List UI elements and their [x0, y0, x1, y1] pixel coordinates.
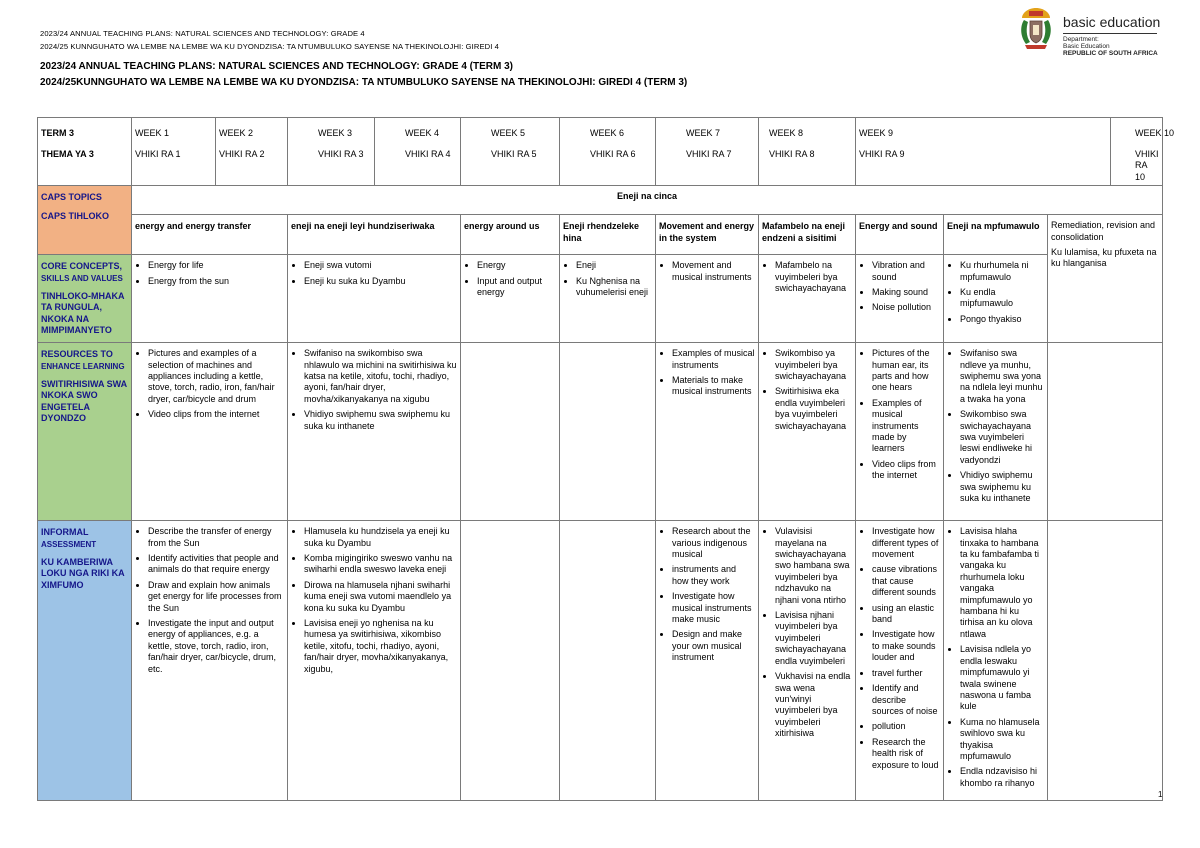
list-item: • Draw and explain how animals get energy for life processes from the Sun: [148, 580, 284, 614]
list-item: • Vhidiyo swiphemu swa swiphemu ku suka ku inthanete: [304, 409, 457, 432]
week-label: WEEK 10: [1135, 128, 1175, 138]
bullet-list: [859, 260, 940, 314]
subtopic-w12: energy and energy transfer: [132, 215, 288, 255]
list-item: • Noise pollution: [872, 302, 940, 313]
subtopics-row: [38, 215, 1163, 255]
list-item: • Making sound: [872, 287, 940, 298]
list-item: • Swifaniso swa ndleve ya munhu, swiphemu swa yona na ndlela leyi munhu a twaka ha yona: [960, 348, 1044, 405]
core-row: [38, 255, 1163, 343]
core-w34: [288, 255, 461, 343]
list-item: • Movement and musical instruments: [672, 260, 755, 283]
row-label: CAPS TOPICS: [41, 192, 102, 203]
informal-assessment-label: [38, 521, 132, 801]
resources-w12: [132, 343, 288, 521]
list-item: • Energy: [477, 260, 556, 271]
row-label: INFORMAL: [41, 527, 89, 538]
week-label: WEEK 8: [769, 128, 804, 138]
list-item: • Lavisisa eneji yo nghenisa na ku humesa ya switirhisiwa, xikombiso ketile, xitofu, tochi, rhadiyo, ayoni, fan/hair dryer, movha/xikanyakanya, xigubu,: [304, 618, 457, 675]
week-9-cell: [856, 118, 1111, 186]
week-label-ts: VHIKI RA 6: [590, 149, 636, 159]
informal-row: [38, 521, 1163, 801]
list-item: • Pictures and examples of a selection of machines and appliances including a kettle, stove, torch, radio, iron, fan/hair dryer, car/bicycle and drum: [148, 348, 284, 405]
week-label: WEEK 4: [405, 128, 440, 138]
list-item: • Eneji ku suka ku Dyambu: [304, 276, 457, 287]
list-item: • Switirhisiwa eka endla vuyimbeleri bya vuyimbeleri swichayachayana: [775, 386, 852, 432]
list-item: • Lavisisa hlaha tinxaka to hambana ta ku fambafamba ti vangaka ku rhurhumela loku vangaka mimpfumawulo yo hambana hi ku tirhisa an ku olova ntlawa: [960, 526, 1044, 640]
informal-w8: [759, 521, 856, 801]
list-item: • Vukhavisi na endla swa wena vun'winyi vuyimbeleri bya vuyimbeleri xitirhisiwa: [775, 671, 852, 739]
weeks-row: [38, 118, 1163, 186]
list-item: • Examples of musical instruments: [672, 348, 755, 371]
bullet-list: [659, 348, 755, 398]
week-label: WEEK 1: [135, 128, 170, 138]
list-item: • Eneji swa vutomi: [304, 260, 457, 271]
row-label-2: SKILLS AND VALUES: [41, 273, 123, 283]
list-item: • Energy for life: [148, 260, 284, 271]
list-item: • Research about the various indigenous musical: [672, 526, 755, 560]
resources-w6: [560, 343, 656, 521]
week-label-ts: VHIKI RA 1: [135, 149, 181, 159]
list-item: • Swifaniso na swikombiso swa nhlawulo wa michini na switirhisiwa ku katsa na ketile, xitofu, tochi, rhadiyo, ayoni, fan/hair dryer, movha/xikanyakanya na xigubu: [304, 348, 457, 405]
header-small-2: 2024/25 KUNNGUHATO WA LEMBE NA LEMBE WA KU DYONDZISA: TA NTUMBULUKO SAYENSE NA THEKINOLOJHI: GIREDI 4: [40, 42, 499, 51]
bullet-list: [762, 260, 852, 294]
bullet-list: [464, 260, 556, 298]
core-w9b: [944, 255, 1048, 343]
informal-w12: [132, 521, 288, 801]
week-3-cell: [288, 118, 375, 186]
bullet-list: [947, 260, 1044, 325]
list-item: • Energy from the sun: [148, 276, 284, 287]
week-1-cell: [132, 118, 216, 186]
list-item: • Vibration and sound: [872, 260, 940, 283]
list-item: • Identify activities that people and animals do that require energy: [148, 553, 284, 576]
week-10-cell: [1111, 118, 1175, 186]
resources-row: [38, 343, 1163, 521]
list-item: • Investigate the input and output energy of appliances, e.g. a kettle, stove, torch, radio, iron, fan/hair dryer, car/bicycle, drum, etc.: [148, 618, 284, 675]
bullet-list: [859, 526, 940, 771]
caps-topics-label: [38, 186, 132, 255]
remediation-cell: [1048, 215, 1163, 343]
list-item: • Vulavisisi mayelana na swichayachayana swo hambana swa vuyimbeleri bya ndzhavuko na njhani vona ntirho: [775, 526, 852, 606]
row-label-ts: TINHLOKO-MHAKA TA RUNGULA, NKOKA NA MIMPIMANYETO: [41, 291, 125, 336]
list-item: • Dirowa na hlamusela njhani swiharhi kuma eneji swa vutomi maendlelo ya kona ku suka ku Dyambu: [304, 580, 457, 614]
bullet-list: [947, 526, 1044, 789]
list-item: • pollution: [872, 721, 940, 732]
week-6-cell: [560, 118, 656, 186]
list-item: • Hlamusela ku hundzisela ya eneji ku suka ku Dyambu: [304, 526, 457, 549]
topic-title-row: [38, 186, 1163, 215]
list-item: • Investigate how different types of movement: [872, 526, 940, 560]
bullet-list: [291, 260, 457, 287]
week-label-ts: VHIKI RA 2: [219, 149, 265, 159]
resources-w34: [288, 343, 461, 521]
informal-w6: [560, 521, 656, 801]
list-item: • Lavisisa ndlela yo endla leswaku mimpfumawulo yi twala swinene naswona u famba kule: [960, 644, 1044, 712]
list-item: • Komba migingiriko sweswo vanhu na swiharhi endla sweswo laveka eneji: [304, 553, 457, 576]
row-label-ts: SWITIRHISIWA SWA NKOKA SWO ENGETELA DYONDZO: [41, 379, 127, 424]
bullet-list: [135, 348, 284, 420]
list-item: • Mafambelo na vuyimbeleri bya swichayachayana: [775, 260, 852, 294]
week-8-cell: [759, 118, 856, 186]
list-item: • Pictures of the human ear, its parts and how one hears: [872, 348, 940, 394]
resources-w9b: [944, 343, 1048, 521]
page-title-ts: 2024/25KUNNGUHATO WA LEMBE NA LEMBE WA KU DYONDZISA: TA NTUMBULUKO SAYENSE NA THEKINOLOJHI: GIREDI 4 (TERM 3): [40, 77, 688, 88]
week-label-ts: VHIKI RA 4: [405, 149, 451, 159]
list-item: • Ku endla mipfumawulo: [960, 287, 1044, 310]
list-item: • Examples of musical instruments made by learners: [872, 398, 940, 455]
list-item: • travel further: [872, 668, 940, 679]
list-item: • Lavisisa njhani vuyimbeleri bya vuyimbeleri swichayachayana endla vuyimbeleri: [775, 610, 852, 667]
bullet-list: [135, 526, 284, 675]
subtopic-w9: Energy and sound: [856, 215, 944, 255]
logo-line-3: REPUBLIC OF SOUTH AFRICA: [1063, 50, 1158, 57]
bullet-list: [659, 526, 755, 663]
list-item: • cause vibrations that cause different sounds: [872, 564, 940, 598]
row-label-ts: KU KAMBERIWA LOKU NGA RIKI KA XIMFUMO: [41, 557, 125, 590]
topic-title: Eneji na cinca: [132, 186, 1163, 215]
resources-label: [38, 343, 132, 521]
subtopic-w5: energy around us: [461, 215, 560, 255]
row-label-ts: CAPS TIHLOKO: [41, 210, 110, 221]
core-w12: [132, 255, 288, 343]
resources-w7: [656, 343, 759, 521]
resources-w8: [759, 343, 856, 521]
coat-of-arms-icon: [1016, 6, 1056, 52]
week-2-cell: [216, 118, 288, 186]
list-item: • Video clips from the internet: [148, 409, 284, 420]
resources-w10-11: [1048, 343, 1163, 521]
remediation-ts: Ku lulamisa, ku pfuxeta na ku hlanganisa: [1051, 247, 1157, 269]
list-item: • Materials to make musical instruments: [672, 375, 755, 398]
week-label-ts: VHIKI RA 7: [686, 149, 732, 159]
week-label-ts: VHIKI RA 3: [318, 149, 364, 159]
bullet-list: [563, 260, 652, 298]
week-4-cell: [375, 118, 461, 186]
list-item: • Kuma no hlamusela swihlovo swa ku thyakisa mpfumawulo: [960, 717, 1044, 763]
week-label-ts: VHIKI RA 5: [491, 149, 537, 159]
subtopic-w34: eneji na eneji leyi hundziseriwaka: [288, 215, 461, 255]
list-item: • Identify and describe sources of noise: [872, 683, 940, 717]
informal-w9: [856, 521, 944, 801]
bullet-list: [291, 348, 457, 432]
list-item: • Input and output energy: [477, 276, 556, 299]
term-label: TERM 3: [41, 128, 75, 138]
list-item: • Eneji: [576, 260, 652, 271]
list-item: • Describe the transfer of energy from the Sun: [148, 526, 284, 549]
week-label: WEEK 9: [859, 128, 894, 138]
week-label: WEEK 6: [590, 128, 625, 138]
week-label: WEEK 5: [491, 128, 526, 138]
list-item: • Ku rhurhumela ni mpfumawulo: [960, 260, 1044, 283]
logo-divider: [1063, 33, 1157, 34]
bullet-list: [859, 348, 940, 481]
logo-line-1: Department:: [1063, 36, 1099, 43]
list-item: • Design and make your own musical instrument: [672, 629, 755, 663]
list-item: • instruments and how they work: [672, 564, 755, 587]
informal-w5: [461, 521, 560, 801]
list-item: • Research the health risk of exposure to loud: [872, 737, 940, 771]
list-item: • Pongo thyakiso: [960, 314, 1044, 325]
resources-w5: [461, 343, 560, 521]
informal-w7: [656, 521, 759, 801]
resources-w9: [856, 343, 944, 521]
informal-w9b: [944, 521, 1048, 801]
bullet-list: [947, 348, 1044, 504]
department-logo: [1016, 6, 1166, 56]
bullet-list: [135, 260, 284, 287]
bullet-list: [762, 348, 852, 432]
week-5-cell: [461, 118, 560, 186]
subtopic-w9b: Eneji na mpfumawulo: [944, 215, 1048, 255]
row-label-2: ENHANCE LEARNING: [41, 361, 125, 371]
list-item: • using an elastic band: [872, 603, 940, 626]
core-w6: [560, 255, 656, 343]
subtopic-w8: Mafambelo na eneji endzeni a sisitimi: [759, 215, 856, 255]
week-label: WEEK 3: [318, 128, 353, 138]
list-item: • Vhidiyo swiphemu swa swiphemu ku suka ku inthanete: [960, 470, 1044, 504]
row-label: RESOURCES TO: [41, 349, 113, 360]
term-cell: [38, 118, 132, 186]
list-item: • Swikombiso ya vuyimbeleri bya swichayachayana: [775, 348, 852, 382]
logo-name: basic education: [1063, 14, 1161, 30]
list-item: • Endla ndzavisiso hi khombo ra rihanyo: [960, 766, 1044, 789]
row-label: CORE CONCEPTS,: [41, 261, 123, 272]
page-title: 2023/24 ANNUAL TEACHING PLANS: NATURAL SCIENCES AND TECHNOLOGY: GRADE 4 (TERM 3): [40, 61, 514, 72]
header-small-1: 2023/24 ANNUAL TEACHING PLANS: NATURAL SCIENCES AND TECHNOLOGY: GRADE 4: [40, 29, 365, 38]
week-7-cell: [656, 118, 759, 186]
logo-line-2: Basic Education: [1063, 43, 1110, 50]
bullet-list: [762, 526, 852, 739]
week-label-ts: VHIKI RA 10: [1135, 149, 1159, 182]
core-w9: [856, 255, 944, 343]
remediation-en: Remediation, revision and consolidation: [1051, 220, 1156, 242]
list-item: • Swikombiso swa swichayachayana swa vuyimbeleri leswi endliweke hi vadyondzi: [960, 409, 1044, 466]
core-w5: [461, 255, 560, 343]
informal-w34: [288, 521, 461, 801]
list-item: • Ku Nghenisa na vuhumelerisi eneji: [576, 276, 652, 299]
term-label-ts: THEMA YA 3: [41, 149, 94, 159]
core-w7: [656, 255, 759, 343]
week-label: WEEK 2: [219, 128, 254, 138]
page-number: 1: [1158, 790, 1163, 799]
core-concepts-label: [38, 255, 132, 343]
subtopic-w7: Movement and energy in the system: [656, 215, 759, 255]
list-item: • Video clips from the internet: [872, 459, 940, 482]
subtopic-w6: Eneji rhendzeleke hina: [560, 215, 656, 255]
bullet-list: [659, 260, 755, 283]
informal-w10-11: [1048, 521, 1163, 801]
row-label-2: ASSESSMENT: [41, 539, 97, 549]
core-w8: [759, 255, 856, 343]
bullet-list: [291, 526, 457, 675]
week-label: WEEK 7: [686, 128, 721, 138]
week-label-ts: VHIKI RA 8: [769, 149, 815, 159]
week-label-ts: VHIKI RA 9: [859, 149, 905, 159]
list-item: • Investigate how to make sounds louder and: [872, 629, 940, 663]
teaching-plan-table: [37, 117, 1175, 801]
list-item: • Investigate how musical instruments make music: [672, 591, 755, 625]
